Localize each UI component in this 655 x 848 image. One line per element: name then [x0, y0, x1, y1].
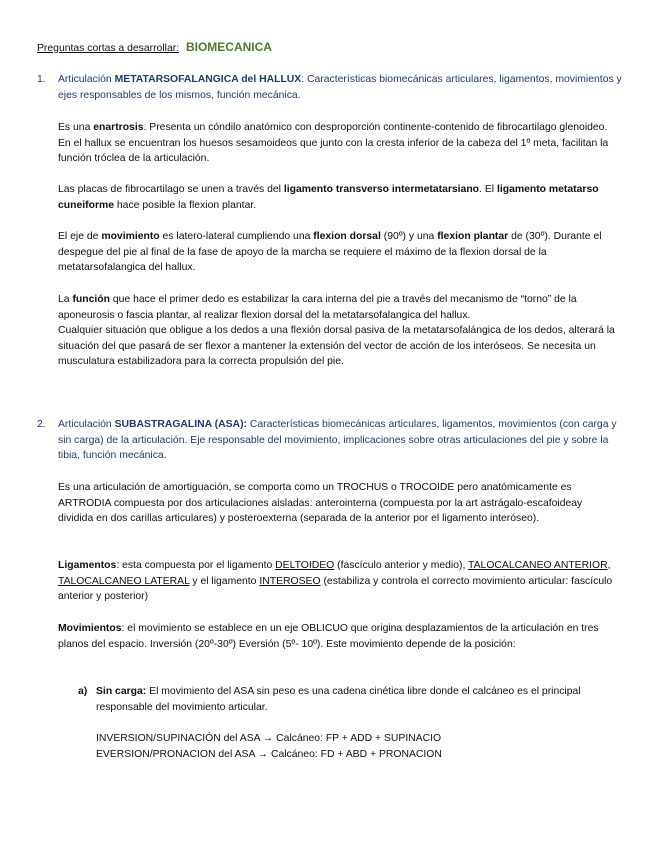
q1-paragraph-4: La función que hace el primer dedo es estabilizar la cara interna del pie a través del mecanismo de “torno” de la aponeurosis o fascia plantar, al realizar flexion dorsal del la metatarsofalangica del hallux. Cualquier situación que obligue a los dedos a una flexión dorsal pasiva de la metatarsofalángica de los dedos, alterará la situación del que pasará de ser flexor a mantener la extensión del vector de acción de los interóseos. Se necesita un musculatura estabilizadora para la correcta propulsión del pie.	[58, 294, 615, 368]
question-1-number: 1.	[37, 74, 46, 85]
question-1-text: Articulación METATARSOFALANGICA del HALLUX: Características biomecánicas articulares, ligamentos, movimientos y ejes responsables de los mismos, función mecánica.	[58, 74, 622, 101]
question-2-text: Articulación SUBASTRAGALINA (ASA): Características biomecánicas articulares, ligamentos, movimientos (con carga y sin carga) de la articulación. Eje responsable del movimiento, implicaciones sobre otras articulaciones del pie y sobre la tibia, función mecánica.	[58, 419, 617, 462]
formula-eversion: EVERSION/PRONACION del ASA → Calcáneo: FD + ABD + PRONACION	[96, 748, 442, 760]
q2-paragraph-1: Es una articulación de amortiguación, se comporta como un TROCHUS o TROCOIDE pero anatómicamente es ARTRODIA compuesta por dos articulaciones aisladas: anterointerna (compuesta por la art astrágalo-escafoideay dividida en dos carillas articulares) y posteroexterna (separada de la anterior por el ligamento interóseo).	[58, 482, 583, 525]
formula-list	[96, 731, 596, 762]
formula-inversion: INVERSION/SUPINACIÓN del ASA → Calcáneo: FP + ADD + SUPINACIO	[96, 733, 442, 744]
header-title: BIOMECANICA	[185, 40, 272, 54]
q1-paragraph-3: El eje de movimiento es latero-lateral cumpliendo una flexion dorsal (90º) y una flexion plantar de (30º). Durante el despegue del pie al final de la fase de apoyo de la marcha se requiere el máximo de la flexion dorsal de la metatarsofalangica del hallux.	[58, 231, 602, 274]
question-2-number: 2.	[37, 419, 46, 430]
question-1	[37, 72, 622, 103]
sin-carga-letter: a)	[78, 686, 88, 697]
q1-paragraph-1: Es una enartrosis. Presenta un cóndilo anatómico con desproporción continente-contenido de fibrocartilago glenoideo. En el hallux se encuentran los huesos sesamoideos que junto con la cresta inferior de la cabeza del 1º meta, facilitan la función tróclea de la articulación.	[58, 122, 609, 165]
document-header	[37, 40, 272, 57]
question-2	[37, 417, 622, 464]
q2-ligamentos-paragraph: Ligamentos: esta compuesta por el ligamento DELTOIDEO (fascículo anterior y medio), TALOCALCANEO ANTERIOR, TALOCALCANEO LATERAL y el ligamento INTEROSEO (estabiliza y controla el correcto movimiento articular: fascículo anterior y posterior)	[58, 560, 613, 603]
sin-carga-item	[78, 684, 623, 715]
header-label: Preguntas cortas a desarrollar:	[37, 43, 180, 54]
q1-paragraph-2: Las placas de fibrocartilago se unen a través del ligamento transverso intermetatarsiano. El ligamento metatarso cuneiforme hace posible la flexion plantar.	[58, 184, 599, 211]
q2-movimientos-paragraph: Movimientos: el movimiento se establece en un eje OBLICUO que origina desplazamientos de la articulación en tres planos del espacio. Inversión (20º-30º) Eversión (5º- 10º). Este movimiento depende de la posición:	[58, 623, 599, 650]
sin-carga-text: Sin carga: El movimiento del ASA sin peso es una cadena cinética libre donde el calcáneo es el principal responsable del movimiento articular.	[96, 686, 581, 713]
